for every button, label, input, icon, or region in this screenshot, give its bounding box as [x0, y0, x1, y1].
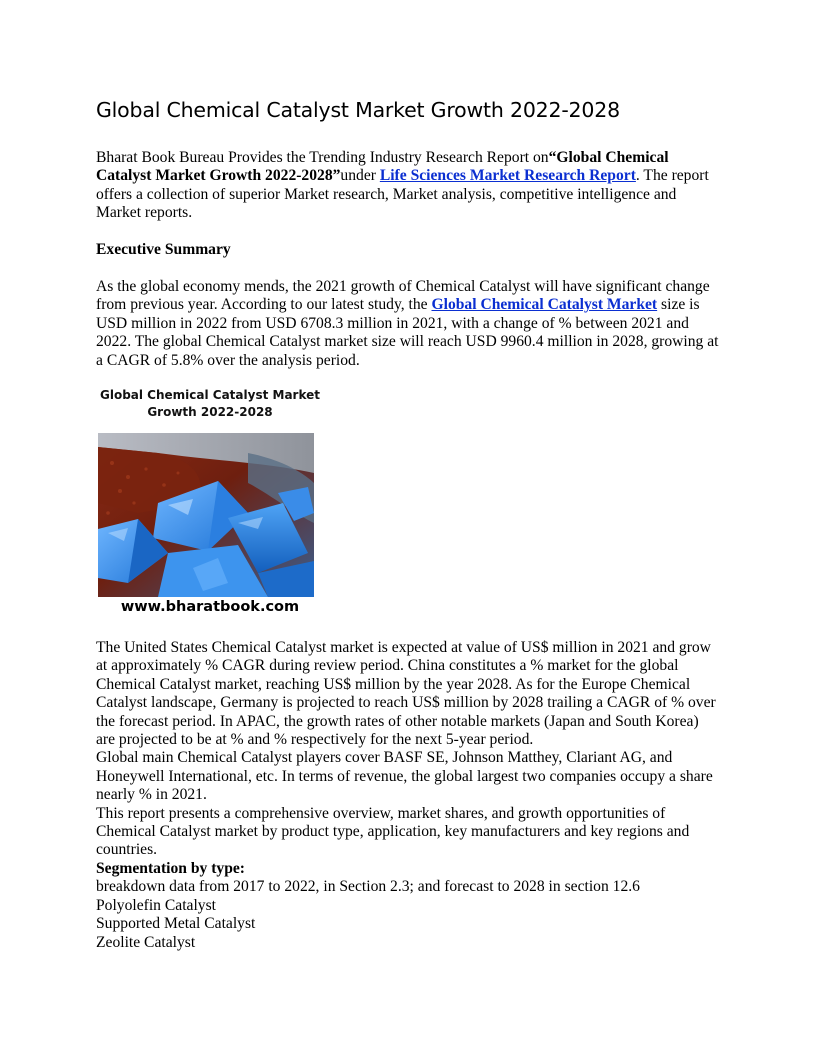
report-cover-figure — [96, 387, 324, 619]
market-details-section — [96, 639, 720, 952]
catalyst-photo — [98, 433, 314, 597]
type-list-item: Zeolite Catalyst — [96, 933, 196, 951]
segmentation-note: breakdown data from 2017 to 2022, in Section 2.3; and forecast to 2028 in section 12.6 — [96, 878, 640, 896]
us-market-paragraph: The United States Chemical Catalyst market is expected at value of US$ million in 2021 and grow at approximately % CAGR during review period. China constitutes a % market for the global Chemical Catalyst market, reaching US$ million by the year 2028. As for the Europe Chemical Catalyst landscape, Germany is projected to reach US$ million by 2028 trailing a CAGR of % over the forecast period. In APAC, the growth rates of other notable markets (Japan and South Korea) are projected to be at % and % respectively for the next 5-year period. — [96, 639, 716, 749]
intro-paragraph — [96, 149, 720, 223]
executive-suffix: size is USD million in 2022 from USD 6708.3 million in 2021, with a change of % between 2021 and 2022. The global Chemical Catalyst market size will reach USD 9960.4 million in 2028, growing at a CAGR of 5.8% over the analysis period. — [96, 296, 719, 369]
type-list-item: Supported Metal Catalyst — [96, 915, 256, 933]
key-players-paragraph: Global main Chemical Catalyst players cover BASF SE, Johnson Matthey, Clariant AG, and Honeywell International, etc. In terms of revenue, the global largest two companies occupy a share nearly % in 2021. — [96, 749, 713, 804]
page-title: Global Chemical Catalyst Market Growth 2022-2028 — [96, 98, 620, 122]
figure-website-url: www.bharatbook.com — [120, 599, 300, 615]
type-list-item: Polyolefin Catalyst — [96, 896, 216, 914]
intro-suffix: . The report offers a collection of superior Market research, Market analysis, competitive intelligence and Market reports. — [96, 167, 709, 222]
report-overview-paragraph: This report presents a comprehensive overview, market shares, and growth opportunities of Chemical Catalyst market by product type, application, key manufacturers and key regions and countries. — [96, 804, 690, 859]
executive-prefix: As the global economy mends, the 2021 growth of Chemical Catalyst will have significant change from previous year. According to our latest study, the — [96, 278, 710, 314]
figure-title: Global Chemical Catalyst Market Growth 2022-2028 — [99, 388, 320, 419]
life-sciences-report-link[interactable]: Life Sciences Market Research Report — [379, 167, 636, 185]
segmentation-heading: Segmentation by type: — [96, 859, 246, 877]
intro-report-title: “Global Chemical Catalyst Market Growth 2022-2028” — [96, 149, 669, 185]
executive-summary-paragraph — [96, 278, 720, 370]
intro-under: under — [340, 167, 380, 185]
intro-prefix: Bharat Book Bureau Provides the Trending Industry Research Report on — [96, 149, 549, 166]
global-chemical-catalyst-market-link[interactable]: Global Chemical Catalyst Market — [431, 296, 658, 314]
catalyst-photo-illustration — [98, 433, 314, 597]
executive-summary-heading: Executive Summary — [96, 241, 231, 258]
